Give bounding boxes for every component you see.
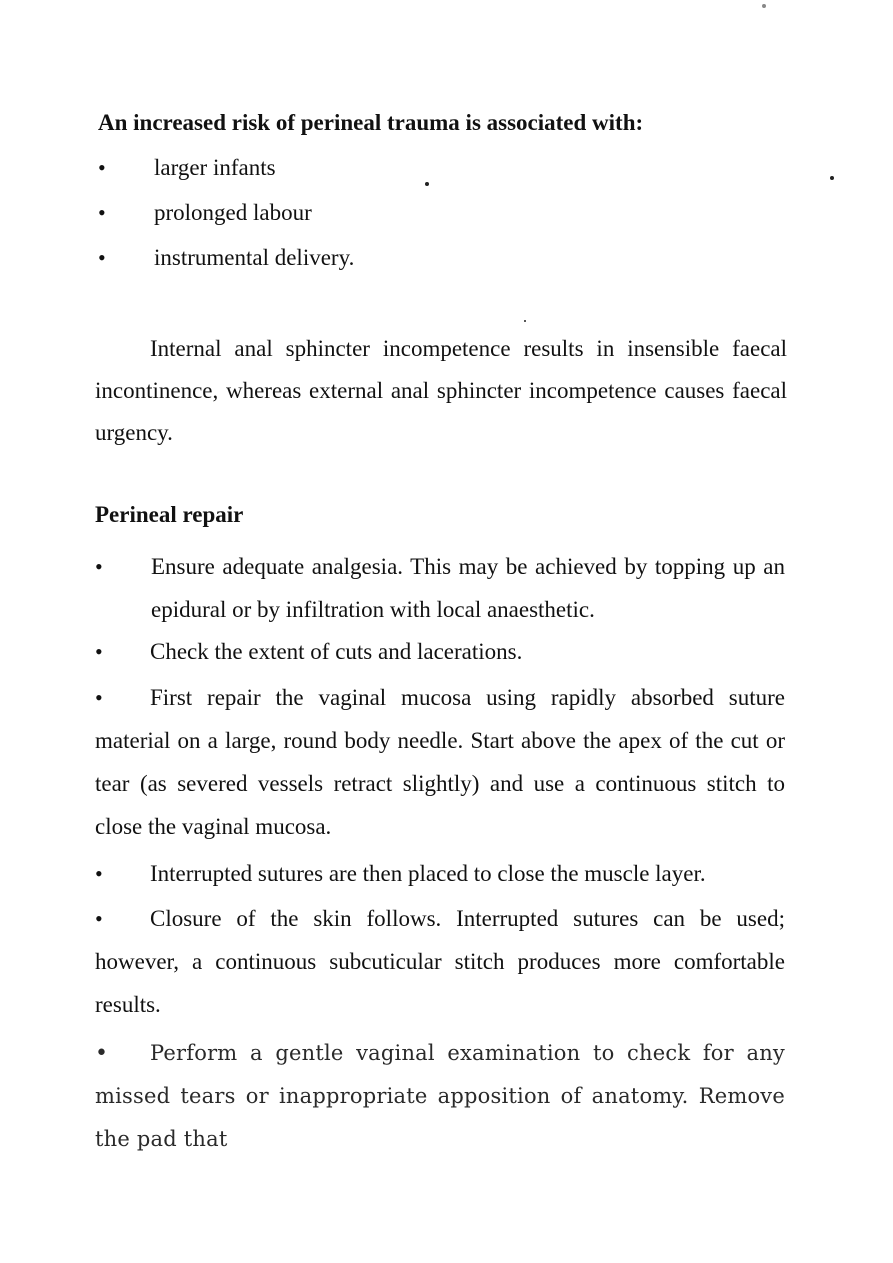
list-item-text: larger infants: [154, 155, 276, 180]
bullet-icon: •: [95, 1041, 109, 1066]
scan-speck: [830, 176, 834, 180]
repair-step: [95, 852, 785, 895]
repair-step: [95, 630, 785, 673]
bullet-icon: •: [95, 639, 103, 664]
repair-step: [95, 676, 785, 848]
repair-step-text: Closure of the skin follows. Interrupted sutures can be used; however, a continuous subcuticular stitch produces more comfortable results.: [95, 906, 785, 1017]
bullet-icon: •: [98, 200, 106, 225]
repair-step-text: First repair the vaginal mucosa using rapidly absorbed suture material on a large, round body needle. Start above the apex of the cut or tear (as severed vessels retract slightly) and use a continuous stitch to close the vaginal mucosa.: [95, 685, 785, 839]
repair-step: [95, 545, 785, 631]
bullet-icon: •: [95, 685, 103, 710]
list-item: [98, 245, 354, 271]
bullet-icon: •: [98, 155, 106, 180]
list-item: [98, 155, 276, 181]
section-heading: Perineal repair: [95, 502, 244, 527]
repair-step: [95, 897, 785, 1026]
repair-step-text: Ensure adequate analgesia. This may be achieved by topping up an epidural or by infiltration with local anaesthetic.: [151, 554, 785, 622]
scan-speck: [425, 182, 429, 186]
risk-heading: An increased risk of perineal trauma is associated with:: [98, 110, 644, 135]
sphincter-paragraph: Internal anal sphincter incompetence results in insensible faecal incontinence, whereas external anal sphincter incompetence causes faecal urgency.: [95, 336, 787, 445]
repair-step-text: Check the extent of cuts and lacerations.: [150, 639, 523, 664]
list-item-text: prolonged labour: [154, 200, 312, 225]
bullet-icon: •: [98, 245, 106, 270]
repair-step-text: Perform a gentle vaginal examination to check for any missed tears or inappropriate apposition of anatomy. Remove the pad that: [95, 1041, 785, 1151]
repair-step: [95, 1032, 785, 1161]
bullet-icon: •: [95, 554, 103, 579]
repair-step-text: Interrupted sutures are then placed to close the muscle layer.: [150, 861, 706, 886]
list-item-text: instrumental delivery.: [154, 245, 355, 270]
bullet-icon: •: [95, 906, 103, 931]
scan-speck: [524, 320, 526, 322]
list-item: [98, 200, 312, 226]
bullet-icon: •: [95, 861, 103, 886]
scan-speck: [762, 4, 766, 8]
